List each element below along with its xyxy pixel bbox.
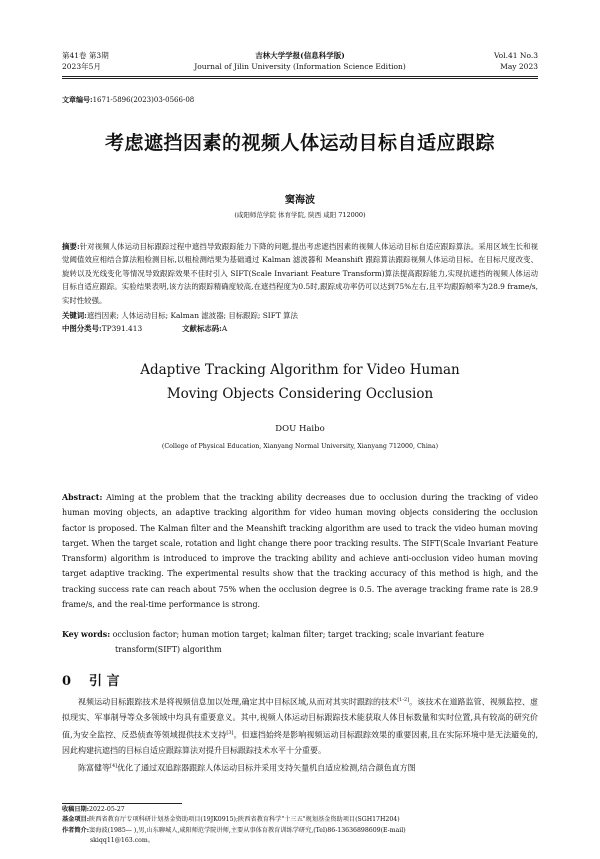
journal-volume-info-en	[494, 50, 538, 72]
author-cn: 窦海波	[285, 195, 315, 206]
article-number-label: 文章编号:	[62, 95, 93, 104]
page-title: 考虑遮挡因素的视频人体运动目标自适应跟踪	[104, 132, 495, 154]
received-value: 2022-05-27	[89, 806, 125, 813]
affiliation-cn: (咸阳师范学院 体育学院, 陕西 咸阳 712000)	[234, 211, 366, 219]
abstract-cn-text: 针对视频人体运动目标跟踪过程中遮挡导致跟踪能力下降的问题,提出考虑遮挡因素的视频人体运动目标自适应跟踪算法。采用区域生长和视觉阈值效应相结合算法粗检测目标,以粗检测结果为基础通过 Kalman 滤波器和 Meanshift 跟踪算法跟踪视频人体运动目标。在目标尺度改变、旋转以及光线变化等情况导致跟踪效果不佳时引入 SIFT(Scale Invariant Feature Transform)算法提高跟踪能力,实现抗遮挡的视频人体运动目标自适应跟踪。实验结果表明,该方法的跟踪精确度较高,在遮挡程度为0.5时,跟踪成功率仍可以达到75%左右,且平均跟踪帧率为28.9 frame/s,实时性较强。	[62, 242, 539, 305]
volume-issue: 第41卷 第3期	[62, 51, 109, 60]
received-label: 收稿日期:	[62, 806, 90, 813]
keywords-cn	[62, 309, 538, 322]
fund-value: 陕西省教育厅专项科研计划基金资助项目(19JK0915);陕西省教育科学"十三五"规划基金资助项目(SGH17H204)	[89, 816, 400, 824]
clc-value: TP391.413	[101, 324, 143, 333]
abstract-cn	[62, 240, 538, 307]
journal-name-cn: 吉林大学学报(信息科学版)	[255, 51, 345, 60]
title-en-line1: Adaptive Tracking Algorithm for Video Human	[140, 362, 460, 378]
section-heading	[62, 670, 138, 689]
paragraph-text: 陈富健等	[78, 763, 110, 773]
abstract-en	[62, 490, 538, 612]
title-en	[0, 358, 600, 406]
publication-date: 2023年5月	[62, 62, 101, 71]
publication-date-en: May 2023	[500, 62, 538, 71]
author-bio	[62, 826, 538, 847]
keywords-cn-text: 遮挡因素; 人体运动目标; Kalman 滤波器; 目标跟踪; SIFT 算法	[86, 311, 298, 320]
paragraph-text: 优化了通过双追踪器跟踪人体运动目标并采用支持矢量机自适应检测,结合颜色直方图	[117, 763, 416, 773]
doc-code-label: 文献标志码:	[182, 324, 222, 333]
abstract-cn-label: 摘要:	[62, 242, 80, 251]
section-number: 0	[62, 674, 72, 689]
title-en-line2: Moving Objects Considering Occlusion	[166, 386, 434, 402]
citation: [3]	[226, 729, 234, 736]
citation: [1-2]	[397, 697, 410, 703]
body-text	[62, 693, 538, 776]
paragraph-text: 视频运动目标跟踪技术是将视频信息加以处理,确定其中目标区域,从而对其实时跟踪的技术	[78, 697, 398, 707]
keywords-en-line2: transform(SIFT) algorithm	[115, 644, 222, 654]
footnote-rule	[62, 803, 182, 804]
article-number-value: 1671-5896(2023)03-0566-08	[92, 96, 195, 104]
keywords-cn-label: 关键词:	[62, 311, 87, 320]
journal-name-en: Journal of Jilin University (Information Science Edition)	[194, 62, 406, 71]
article-number	[62, 95, 194, 105]
footnotes	[62, 805, 538, 847]
fund-info	[62, 815, 538, 825]
affiliation-en: (College of Physical Education, Xianyang Normal University, Xianyang 712000, China)	[161, 443, 439, 450]
paragraph-text: 。但遮挡始终是影响视频运动目标跟踪效果的重要因素,且在实际环境中是无法避免的,因此构建抗遮挡的目标自适应跟踪算法对提升目标跟踪技术水平十分重要。	[62, 730, 538, 756]
keywords-en-line1: occlusion factor; human motion target; kalman filter; target tracking; scale invariant feature	[112, 630, 485, 639]
author-bio-label: 作者简介:	[62, 826, 90, 834]
classification	[62, 323, 227, 334]
author-bio-value: 窦海波(1985— ),男,山东聊城人,咸阳师范学院讲师,主要从事体育教育训练学研究,(Tel)86-13636898609(E-mail)	[89, 826, 406, 834]
abstract-en-label: Abstract:	[62, 493, 103, 502]
keywords-en-label: Key words:	[62, 630, 111, 639]
volume-issue-en: Vol.41 No.3	[493, 51, 538, 60]
citation: [4]	[110, 762, 118, 769]
section-title: 引 言	[89, 674, 120, 689]
author-email: skiqq11@163.com。	[90, 837, 154, 845]
clc-label: 中图分类号:	[62, 324, 102, 333]
paragraph-text: 。该技术在道路监管、视频监控、虚拟现实、军事制导等众多领域中均具有重要意义。其中,视频人体运动目标跟踪技术能获取人体目标数量和实时位置,具有较高的研究价值,为安全监控、反恐侦查等领域提供技术支持	[62, 697, 538, 740]
abstract-en-text: Aiming at the problem that the tracking ability decreases due to occlusion during the tracking of video human moving objects, an adaptive tracking algorithm for video human moving objects considering the occlusion factor is proposed. The Kalman filter and the Meanshift tracking algorithm are used to track the video human moving target. When the target scale, rotation and light change there poor tracking results. The SIFT(Scale Invariant Feature Transform) algorithm is introduced to improve the tracking ability and achieve anti-occlusion video human moving target adaptive tracking. The experimental results show that the tracking accuracy of this method is high, and the tracking success rate can reach about 75% when the occlusion degree is 0.5. The average tracking frame rate is 28.9 frame/s, and the real-time performance is strong.	[62, 493, 538, 610]
author-en: DOU Haibo	[275, 424, 325, 434]
header-rule-top	[62, 76, 538, 77]
keywords-en	[62, 628, 538, 657]
header-rule-bottom	[62, 78, 538, 79]
received-date	[62, 805, 538, 815]
paragraph	[62, 759, 538, 776]
doc-code-value: A	[221, 324, 228, 333]
fund-label: 基金项目:	[62, 816, 90, 824]
paragraph	[62, 693, 538, 759]
